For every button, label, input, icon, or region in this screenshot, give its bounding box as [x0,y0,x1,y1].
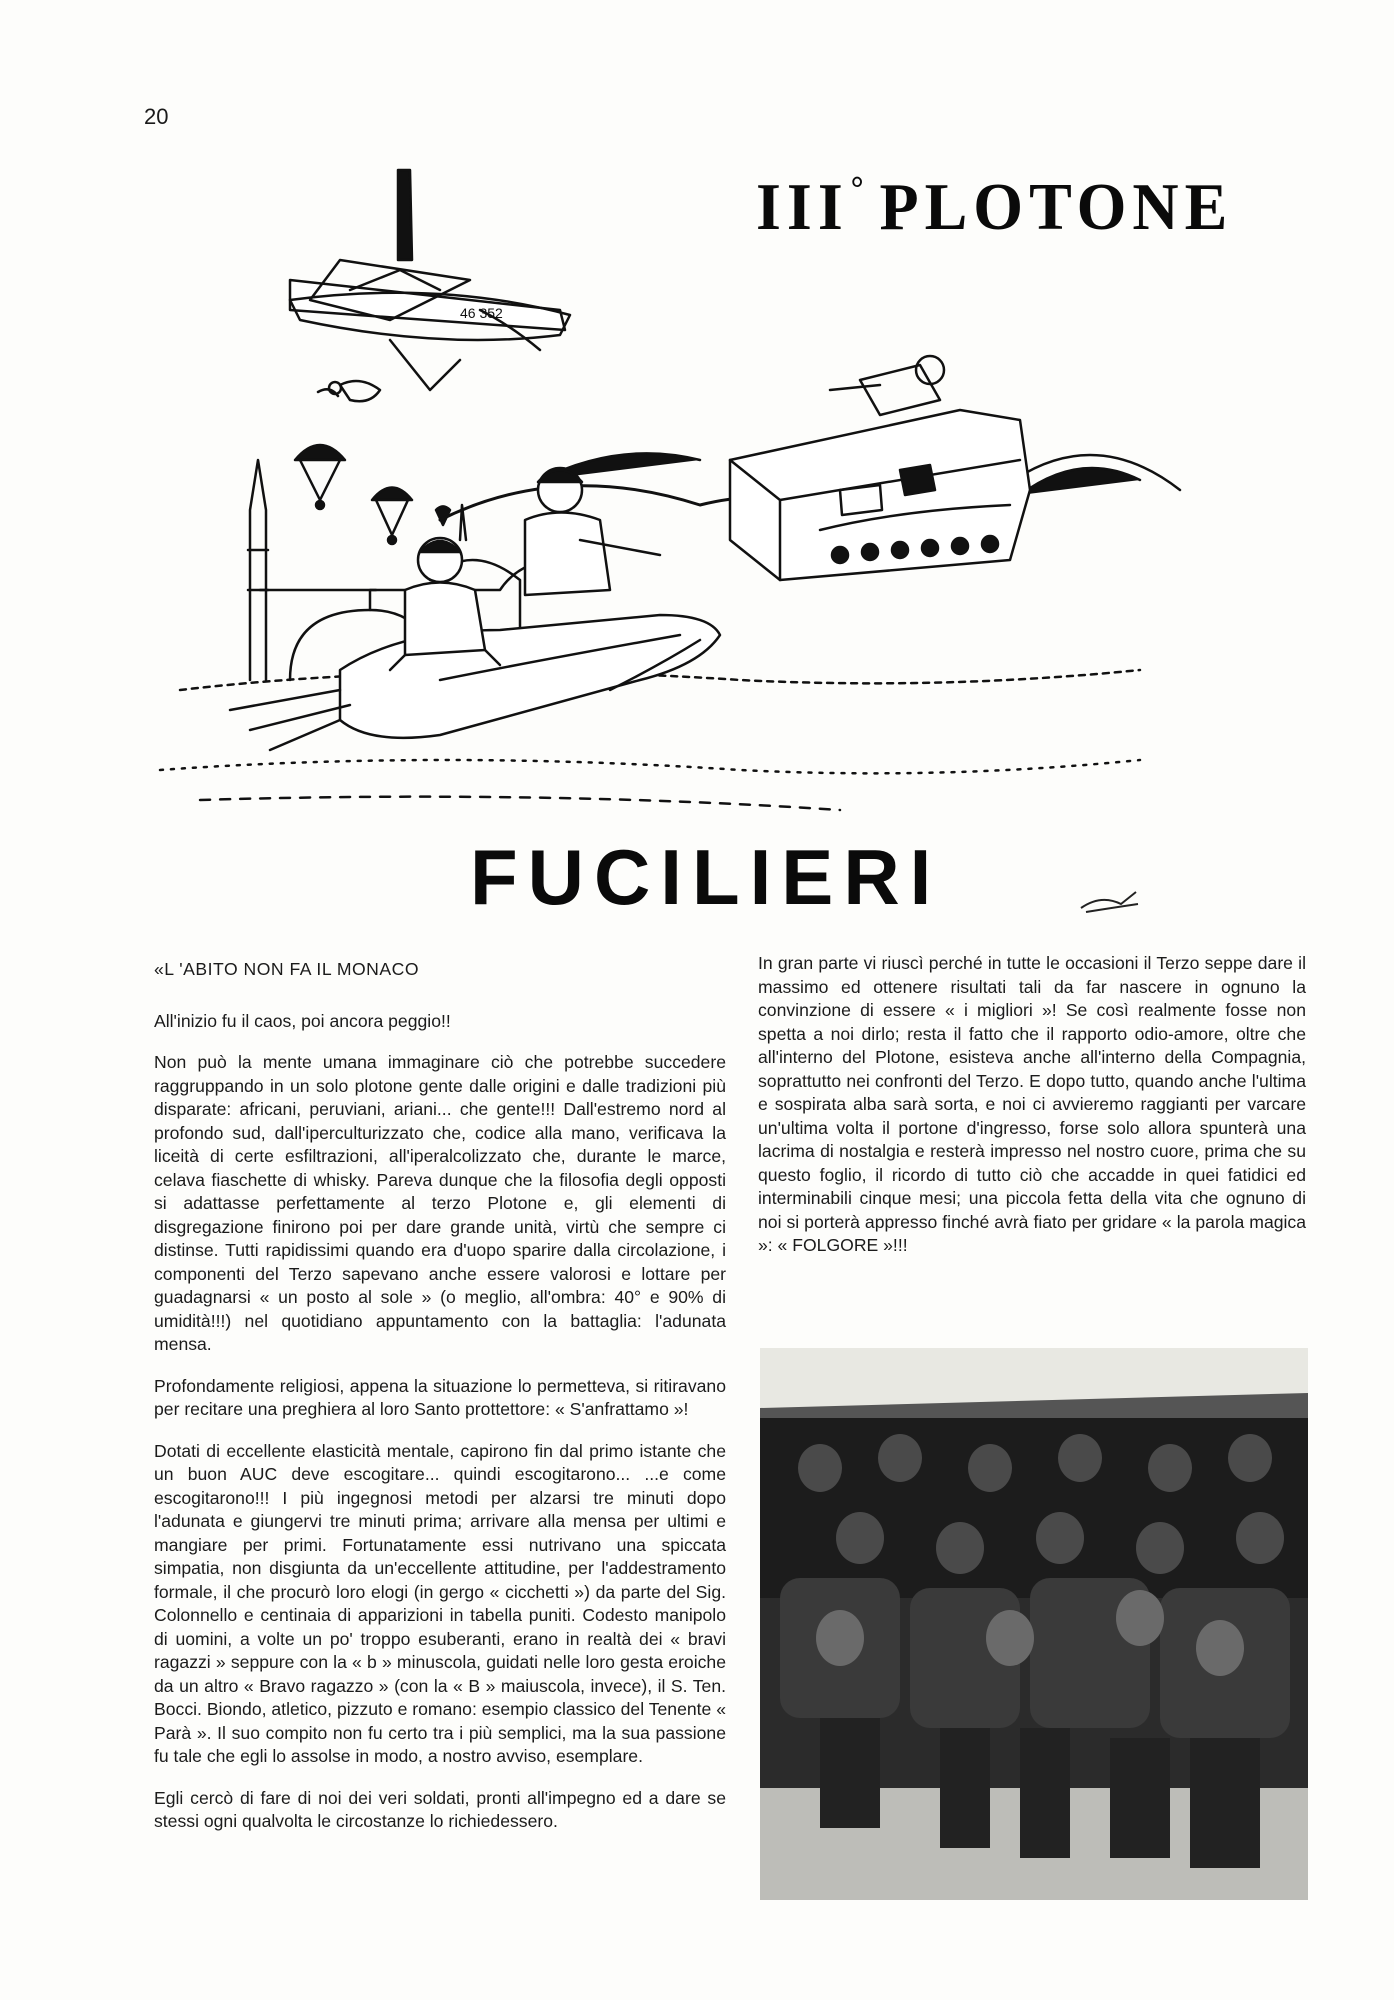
aircraft-drawing [290,170,570,390]
title-numeral: III [756,169,849,244]
parachute-1 [295,445,345,509]
armored-vehicle-drawing [730,356,1030,580]
paragraph: All'inizio fu il caos, poi ancora peggio!! [154,1010,451,1031]
article-right-column [758,952,1306,1276]
artist-signature [1076,884,1146,918]
group-photo [760,1348,1308,1900]
paragraph: Dotati di eccellente elasticità mentale, capirono fin dal primo istante che un buon AUC deve escogitare... quindi escogitarono... ...e come escogitarono!!! I più ingegnosi metodi per alzarsi tre minuti dopo l'adunata e giungervi tre minuti prima; arrivare alla mensa per ultimi e mangiare per primi. Fortunatamente essi nutrivano una spiccata simpatia, non disgiunta da un'eccellente attitudine, per l'addestramento formale, il che procurò loro elogi (in gergo « cicchetti ») da parte del Sig. Colonnello e centinaia di apparizioni in tabella puniti. Codesto manipolo di uomini, a volte un po' troppo esuberanti, erano in realtà dei « bravi ragazzi » seppure con la « b » minuscola, guidati nelle loro gesta eroiche da un altro « Bravo ragazzo » (con la « B » maiuscola, invece), il S. Ten. Bocci. Biondo, atletico, pizzuto e romano: esempio classico del Tenente « Parà ». Il suo compito non fu certo tra i più semplici, ma la sua passione fu tale che egli lo assolse in modo, a nostro avviso, esemplare. [154,1440,726,1766]
paragraph: In gran parte vi riuscì perché in tutte le occasioni il Terzo seppe dare il massimo ed ottenere risultati tali da far nascere in ognuno la convinzione di essere « i migliori »! Se così realmente fosse non spetta a noi dirlo; resta il fatto che il rapporto odio-amore, oltre che all'interno del Plotone, esisteva anche all'interno della Compagnia, soprattutto nei confronti del Terzo. E dopo tutto, quando anche l'ultima e sospirata alba sarà sorta, e noi ci avvieremo raggianti per varcare un'ultima volta il portone d'ingresso, forse solo allora spunterà una lacrima di nostalgia e resterà impresso nel nostro cuore, prima che su questo foglio, il ricordo di tutto ciò che accadde in quei fatidici ed interminabili cinque mesi; una piccola fetta della vita che ognuno di noi si porterà appresso finché avrà fiato per gridare « la parola magica »: « FOLGORE »!!! [758,953,1306,1255]
page-number: 20 [144,104,169,129]
paragraph: Profondamente religiosi, appena la situazione lo permetteva, si ritiravano per recitare una preghiera al loro Santo prottettore: « S'anfrattamo »! [154,1375,726,1419]
article-heading: «L 'ABITO NON FA IL MONACO [154,959,420,979]
paragraph: Egli cercò di fare di noi dei veri soldati, pronti all'impegno ed a dare se stessi ogni qualvolta le circostanze lo richiedessero. [154,1787,726,1831]
title-word: PLOTONE [879,169,1234,244]
parachute-2 [372,488,412,545]
article-left-column [154,958,726,1852]
aircraft-marking: 46 352 [460,305,503,321]
title-ordinal: ° [850,169,870,207]
subtitle: FUCILIERI [470,833,942,921]
soldier-1 [390,538,500,670]
paragraph: Non può la mente umana immaginare ciò che potrebbe succedere raggruppando in un solo plotone gente dalle origini e dalle tradizioni più disparate: africani, peruviani, ariani... che gente!!! Dall'estremo nord al profondo sud, dall'iperculturizzato che, codice alla mano, verificava la liceità di certe esfiltrazioni, all'iperalcolizzato che, durante le marce, celava fiaschette di whisky. Pareva dunque che la filosofia degli opposti si adattasse perfettamente al terzo Plotone e, gli elementi di disgregazione finirono poi per dare grande unità, virtù che sempre ci distinse. Tutti rapidissimi quando era d'uopo sparire dalla circolazione, i componenti del Terzo sapevano anche essere valorosi e lottare per guadagnarsi « un posto al sole » (o meglio, all'ombra: 40° e 90% di umidità!!!) nel quotidiano appuntamento con la battaglia: l'adunata mensa. [154,1052,726,1354]
military-illustration [140,160,1300,860]
